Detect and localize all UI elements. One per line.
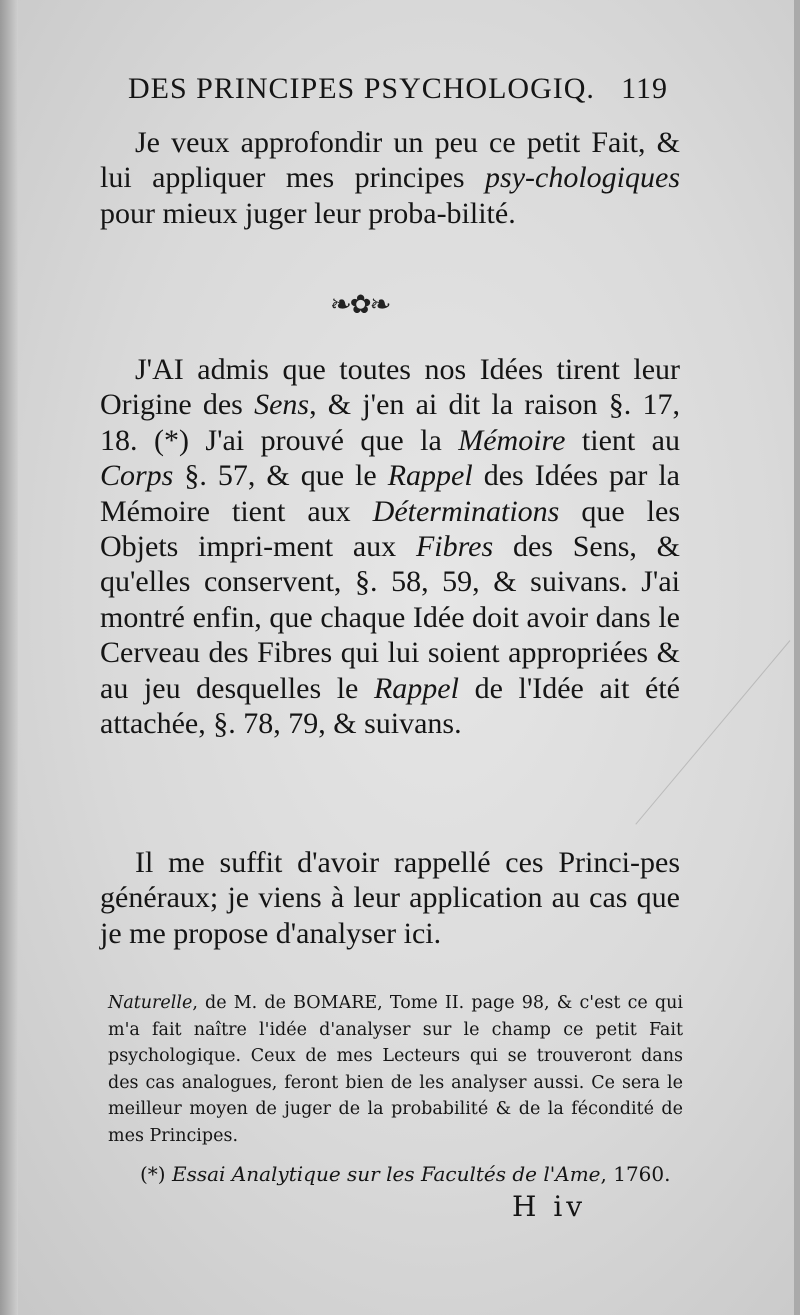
footnote-1-text: , de M. de [192,993,294,1013]
page-number: 119 [621,72,668,105]
p2-seg: , & j'en ai dit la raison §. 17, 18. (*) J'ai prouvé que la [100,388,680,457]
paragraph-2-lead: J'AI [135,353,184,386]
p2-seg: des Idées par la Mémoire tient aux [100,459,680,528]
signature-mark: H iv [512,1190,587,1223]
footnote-1-italic: Naturelle [108,993,193,1013]
footnote-2-mark: (*) [140,1162,166,1186]
footnote-asterisk [140,1162,670,1186]
footnote-continued [108,990,683,1149]
paragraph-1-text-b: pour mieux juger leur proba-bilité. [100,196,516,230]
p2-italic: Déterminations [372,494,560,528]
p2-italic: Corps [100,459,174,493]
p2-seg: §. 57, & que le [173,459,388,493]
paragraph-2 [100,352,680,741]
paragraph-1 [100,125,680,231]
p2-seg: des Sens, & qu'elles conservent, §. 58, 59, & suivans. J'ai montré enfin, que chaque Idée doit avoir dans le Cerveau des Fibres qui lui soient appropriées & au jeu desquelles le [100,530,681,705]
p2-seg: que les Objets impri-ment aux [100,494,681,564]
footnote-2-title: Essai Analytique sur les Facultés de l'Ame [171,1162,601,1186]
running-title: DES PRINCIPES PSYCHOLOGIQ. [128,72,595,105]
p2-italic: Sens [254,388,310,422]
footnote-1-author: BOMARE [293,993,378,1013]
paragraph-3 [100,845,680,951]
p2-italic: Fibres [415,530,494,564]
paragraph-3-text: Il me suffit d'avoir rappellé ces Princi-pes généraux; je viens à leur application au cas que je me propose d'analyser ici. [100,846,680,950]
p2-italic: Mémoire [458,423,566,457]
p2-italic: Rappel [373,671,459,705]
running-head [128,72,668,106]
paragraph-1-text-a: Je veux approfondir un peu ce petit Fait, & lui appliquer mes principes [100,126,680,195]
p2-seg: tient au [565,423,680,457]
page-gutter-shadow [0,0,18,1315]
footnote-1-text: , Tome II. page 98, & c'est ce qui m'a fait naître l'idée d'analyser sur le champ ce petit Fait psychologique. Ceux de mes Lecteurs qui se trouveront dans des cas analogues, feront bien de les analyser aussi. Ce sera le meilleur moyen de juger de la probabilité & de la fécondité de mes Principes. [108,993,683,1146]
p2-seg: de l'Idée ait été attachée, §. 78, 79, & suivans. [100,671,680,741]
fleuron-ornament: ❧✿❧ [330,290,390,320]
footnote-2-year: , 1760. [600,1162,671,1186]
p2-italic: Rappel [387,459,473,493]
p2-seg: admis que toutes nos Idées tirent leur Origine des [100,353,680,422]
page-edge [794,0,800,1315]
paragraph-1-italic: psy-chologiques [485,161,680,195]
